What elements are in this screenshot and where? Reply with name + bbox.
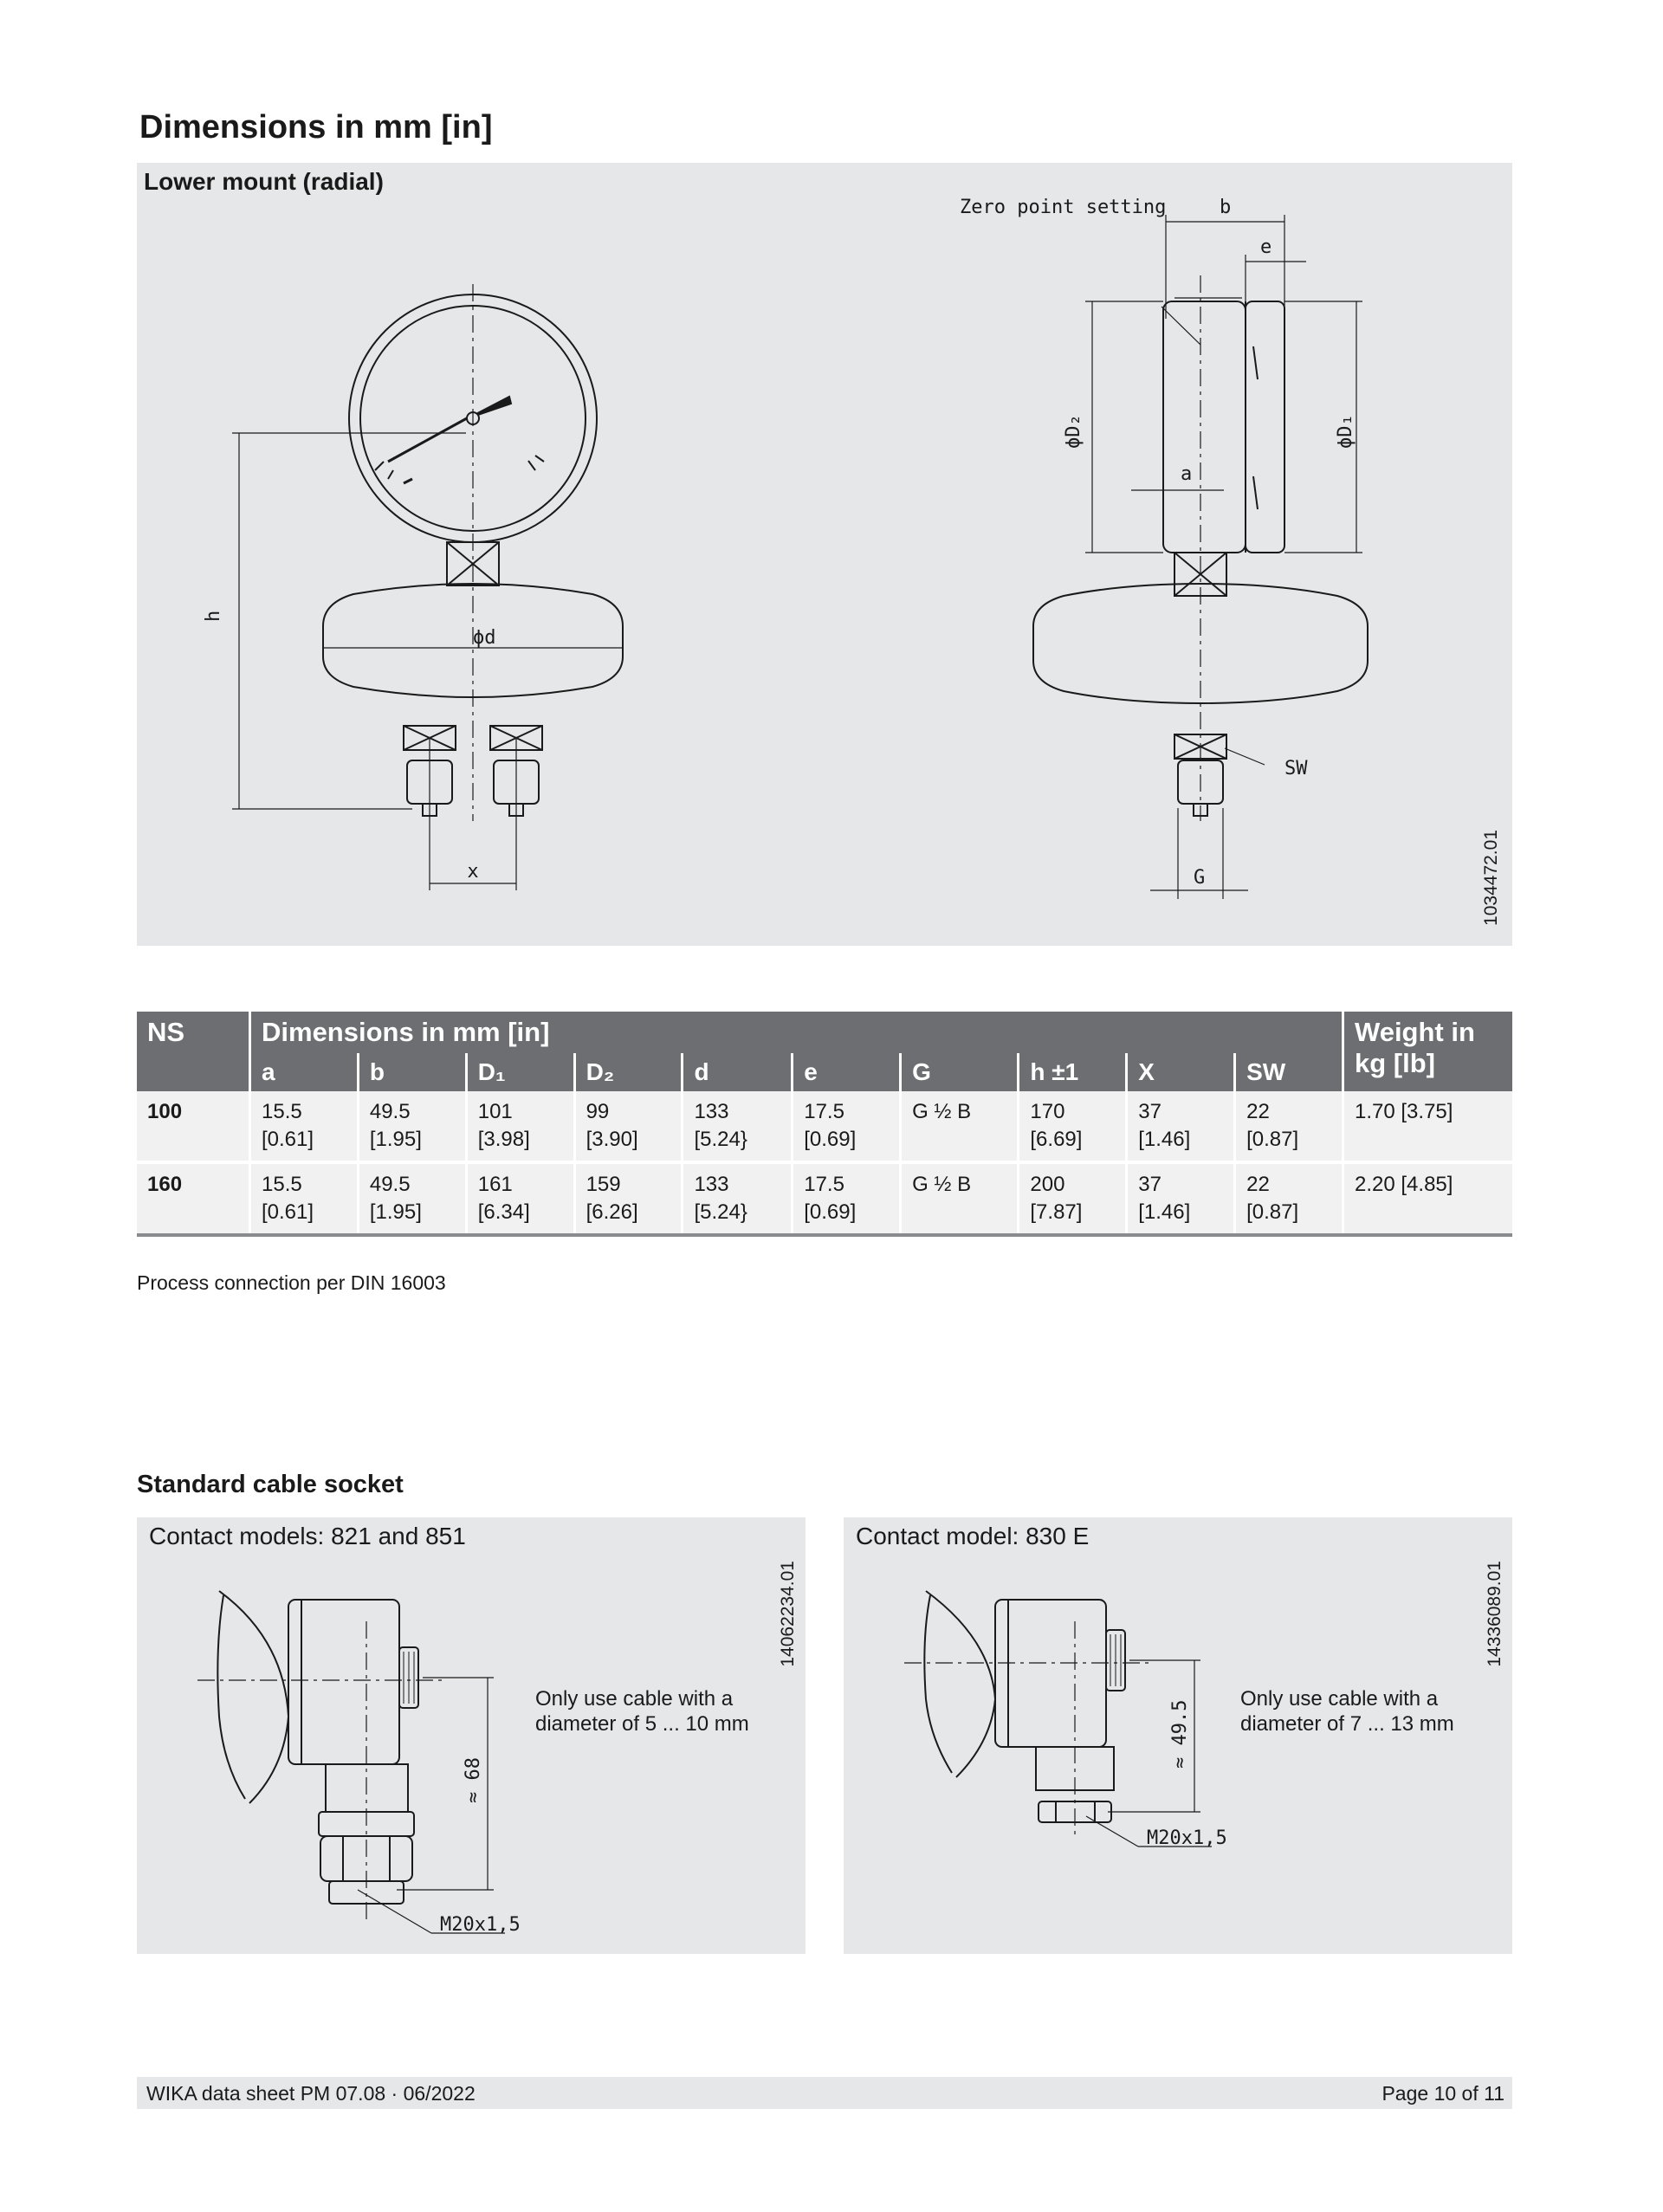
mm-value: 17.5 — [804, 1100, 844, 1123]
footer-left: WIKA data sheet PM 07.08 · 06/2022 — [146, 2082, 476, 2105]
dimension-cell — [683, 1162, 793, 1235]
mm-value: 49.5 — [369, 1100, 411, 1123]
label-D1: ϕD₁ — [1335, 414, 1356, 449]
dimension-cell — [1235, 1162, 1343, 1235]
column-header: G — [901, 1053, 1019, 1091]
dimension-cell — [250, 1091, 359, 1162]
inch-value: [6.34] — [477, 1200, 530, 1224]
inch-value: [0.87] — [1246, 1128, 1299, 1151]
socket-left-thread: M20x1,5 — [440, 1914, 521, 1936]
dimension-cell — [358, 1162, 466, 1235]
cable-socket-heading: Standard cable socket — [137, 1471, 404, 1498]
dimensions-table — [137, 1012, 1512, 1237]
inch-value: [3.98] — [477, 1128, 530, 1151]
dimension-cell — [1127, 1091, 1235, 1162]
mm-value: 133 — [694, 1173, 729, 1196]
column-header: b — [358, 1053, 466, 1091]
header-dimensions: Dimensions in mm [in] — [250, 1012, 1343, 1053]
ns-cell: 160 — [137, 1162, 250, 1235]
dimension-cell — [466, 1162, 574, 1235]
label-D2: ϕD₂ — [1063, 414, 1084, 449]
mm-value: 15.5 — [262, 1173, 302, 1196]
socket-right-thread: M20x1,5 — [1147, 1827, 1227, 1849]
lower-mount-drawing — [137, 163, 1512, 946]
mm-value: 133 — [694, 1100, 729, 1123]
dimension-cell — [793, 1091, 901, 1162]
label-zero-point: Zero point setting — [960, 197, 1167, 218]
lower-mount-panel — [137, 163, 1512, 946]
dimension-cell — [683, 1091, 793, 1162]
label-x: x — [467, 861, 479, 883]
mm-value: 37 — [1138, 1100, 1162, 1123]
label-SW: SW — [1284, 758, 1308, 779]
footer-right: Page 10 of 11 — [1382, 2082, 1504, 2105]
label-b: b — [1220, 197, 1232, 218]
socket-right-figure-id: 14336089.01 — [1485, 1561, 1504, 1667]
socket-right-panel — [844, 1517, 1512, 1954]
dimension-cell — [901, 1162, 1019, 1235]
column-header: D₂ — [574, 1053, 683, 1091]
side-view — [1033, 215, 1368, 899]
mm-value: 200 — [1030, 1173, 1065, 1196]
dimension-cell — [1019, 1091, 1127, 1162]
dimension-cell — [1235, 1091, 1343, 1162]
dimension-cell — [250, 1162, 359, 1235]
inch-value: [5.24} — [694, 1200, 747, 1224]
inch-value: [6.69] — [1030, 1128, 1083, 1151]
front-view — [232, 284, 623, 890]
inch-value: [3.90] — [586, 1128, 638, 1151]
column-header: h ±1 — [1019, 1053, 1127, 1091]
socket-right-dim: ≈ 49.5 — [1169, 1699, 1191, 1769]
socket-left-figure-id: 14062234.01 — [778, 1561, 798, 1667]
ns-cell: 100 — [137, 1091, 250, 1162]
footer — [137, 2077, 1512, 2109]
dimension-cell — [1019, 1162, 1127, 1235]
column-header: d — [683, 1053, 793, 1091]
socket-left-dim: ≈ 68 — [463, 1757, 484, 1803]
mm-value: 101 — [477, 1100, 513, 1123]
inch-value: [1.46] — [1138, 1128, 1191, 1151]
dimension-cell — [574, 1162, 683, 1235]
dimension-cell — [358, 1091, 466, 1162]
dimension-cell — [901, 1091, 1019, 1162]
mm-value: 22 — [1246, 1100, 1270, 1123]
column-header: a — [250, 1053, 359, 1091]
weight-cell: 1.70 [3.75] — [1343, 1091, 1513, 1162]
lower-mount-title: Lower mount (radial) — [144, 168, 384, 195]
inch-value: [0.87] — [1246, 1200, 1299, 1224]
inch-value: [0.61] — [262, 1200, 314, 1224]
mm-value: 161 — [477, 1173, 513, 1196]
column-header: SW — [1235, 1053, 1343, 1091]
inch-value: [1.95] — [369, 1128, 422, 1151]
label-G: G — [1194, 867, 1206, 889]
socket-left-title: Contact models: 821 and 851 — [149, 1523, 466, 1549]
dimension-cell — [1127, 1162, 1235, 1235]
mm-value: 15.5 — [262, 1100, 302, 1123]
inch-value: [7.87] — [1030, 1200, 1083, 1224]
inch-value: [0.69] — [804, 1200, 857, 1224]
dimension-cell — [466, 1091, 574, 1162]
label-h: h — [203, 610, 224, 622]
mm-value: G ½ B — [912, 1173, 972, 1196]
inch-value: [1.95] — [369, 1200, 422, 1224]
inch-value: [6.26] — [586, 1200, 638, 1224]
mm-value: 49.5 — [369, 1173, 411, 1196]
mm-value: 170 — [1030, 1100, 1065, 1123]
table-row — [137, 1091, 1512, 1162]
inch-value: [0.69] — [804, 1128, 857, 1151]
column-header: D₁ — [466, 1053, 574, 1091]
mm-value: 22 — [1246, 1173, 1270, 1196]
column-header: X — [1127, 1053, 1235, 1091]
mm-value: 99 — [586, 1100, 610, 1123]
process-note: Process connection per DIN 16003 — [137, 1271, 446, 1294]
mm-value: G ½ B — [912, 1100, 972, 1123]
table-row — [137, 1162, 1512, 1235]
column-header: e — [793, 1053, 901, 1091]
label-e: e — [1260, 236, 1272, 258]
socket-left-hint: Only use cable with a diameter of 5 ... 10 mm — [535, 1687, 749, 1736]
header-weight: Weight in kg [lb] — [1343, 1012, 1513, 1091]
socket-left-panel — [137, 1517, 806, 1954]
label-a: a — [1181, 463, 1193, 485]
dimension-cell — [574, 1091, 683, 1162]
dimension-cell — [793, 1162, 901, 1235]
socket-right-title: Contact model: 830 E — [856, 1523, 1090, 1549]
weight-cell: 2.20 [4.85] — [1343, 1162, 1513, 1235]
label-d: ϕd — [473, 627, 496, 649]
socket-right-hint: Only use cable with a diameter of 7 ... 13 mm — [1240, 1687, 1454, 1736]
inch-value: [0.61] — [262, 1128, 314, 1151]
inch-value: [1.46] — [1138, 1200, 1191, 1224]
mm-value: 159 — [586, 1173, 621, 1196]
mm-value: 17.5 — [804, 1173, 844, 1196]
figure-id: 1034472.01 — [1481, 830, 1501, 926]
page-heading: Dimensions in mm [in] — [139, 109, 493, 146]
header-ns: NS — [137, 1012, 250, 1091]
mm-value: 37 — [1138, 1173, 1162, 1196]
inch-value: [5.24} — [694, 1128, 747, 1151]
